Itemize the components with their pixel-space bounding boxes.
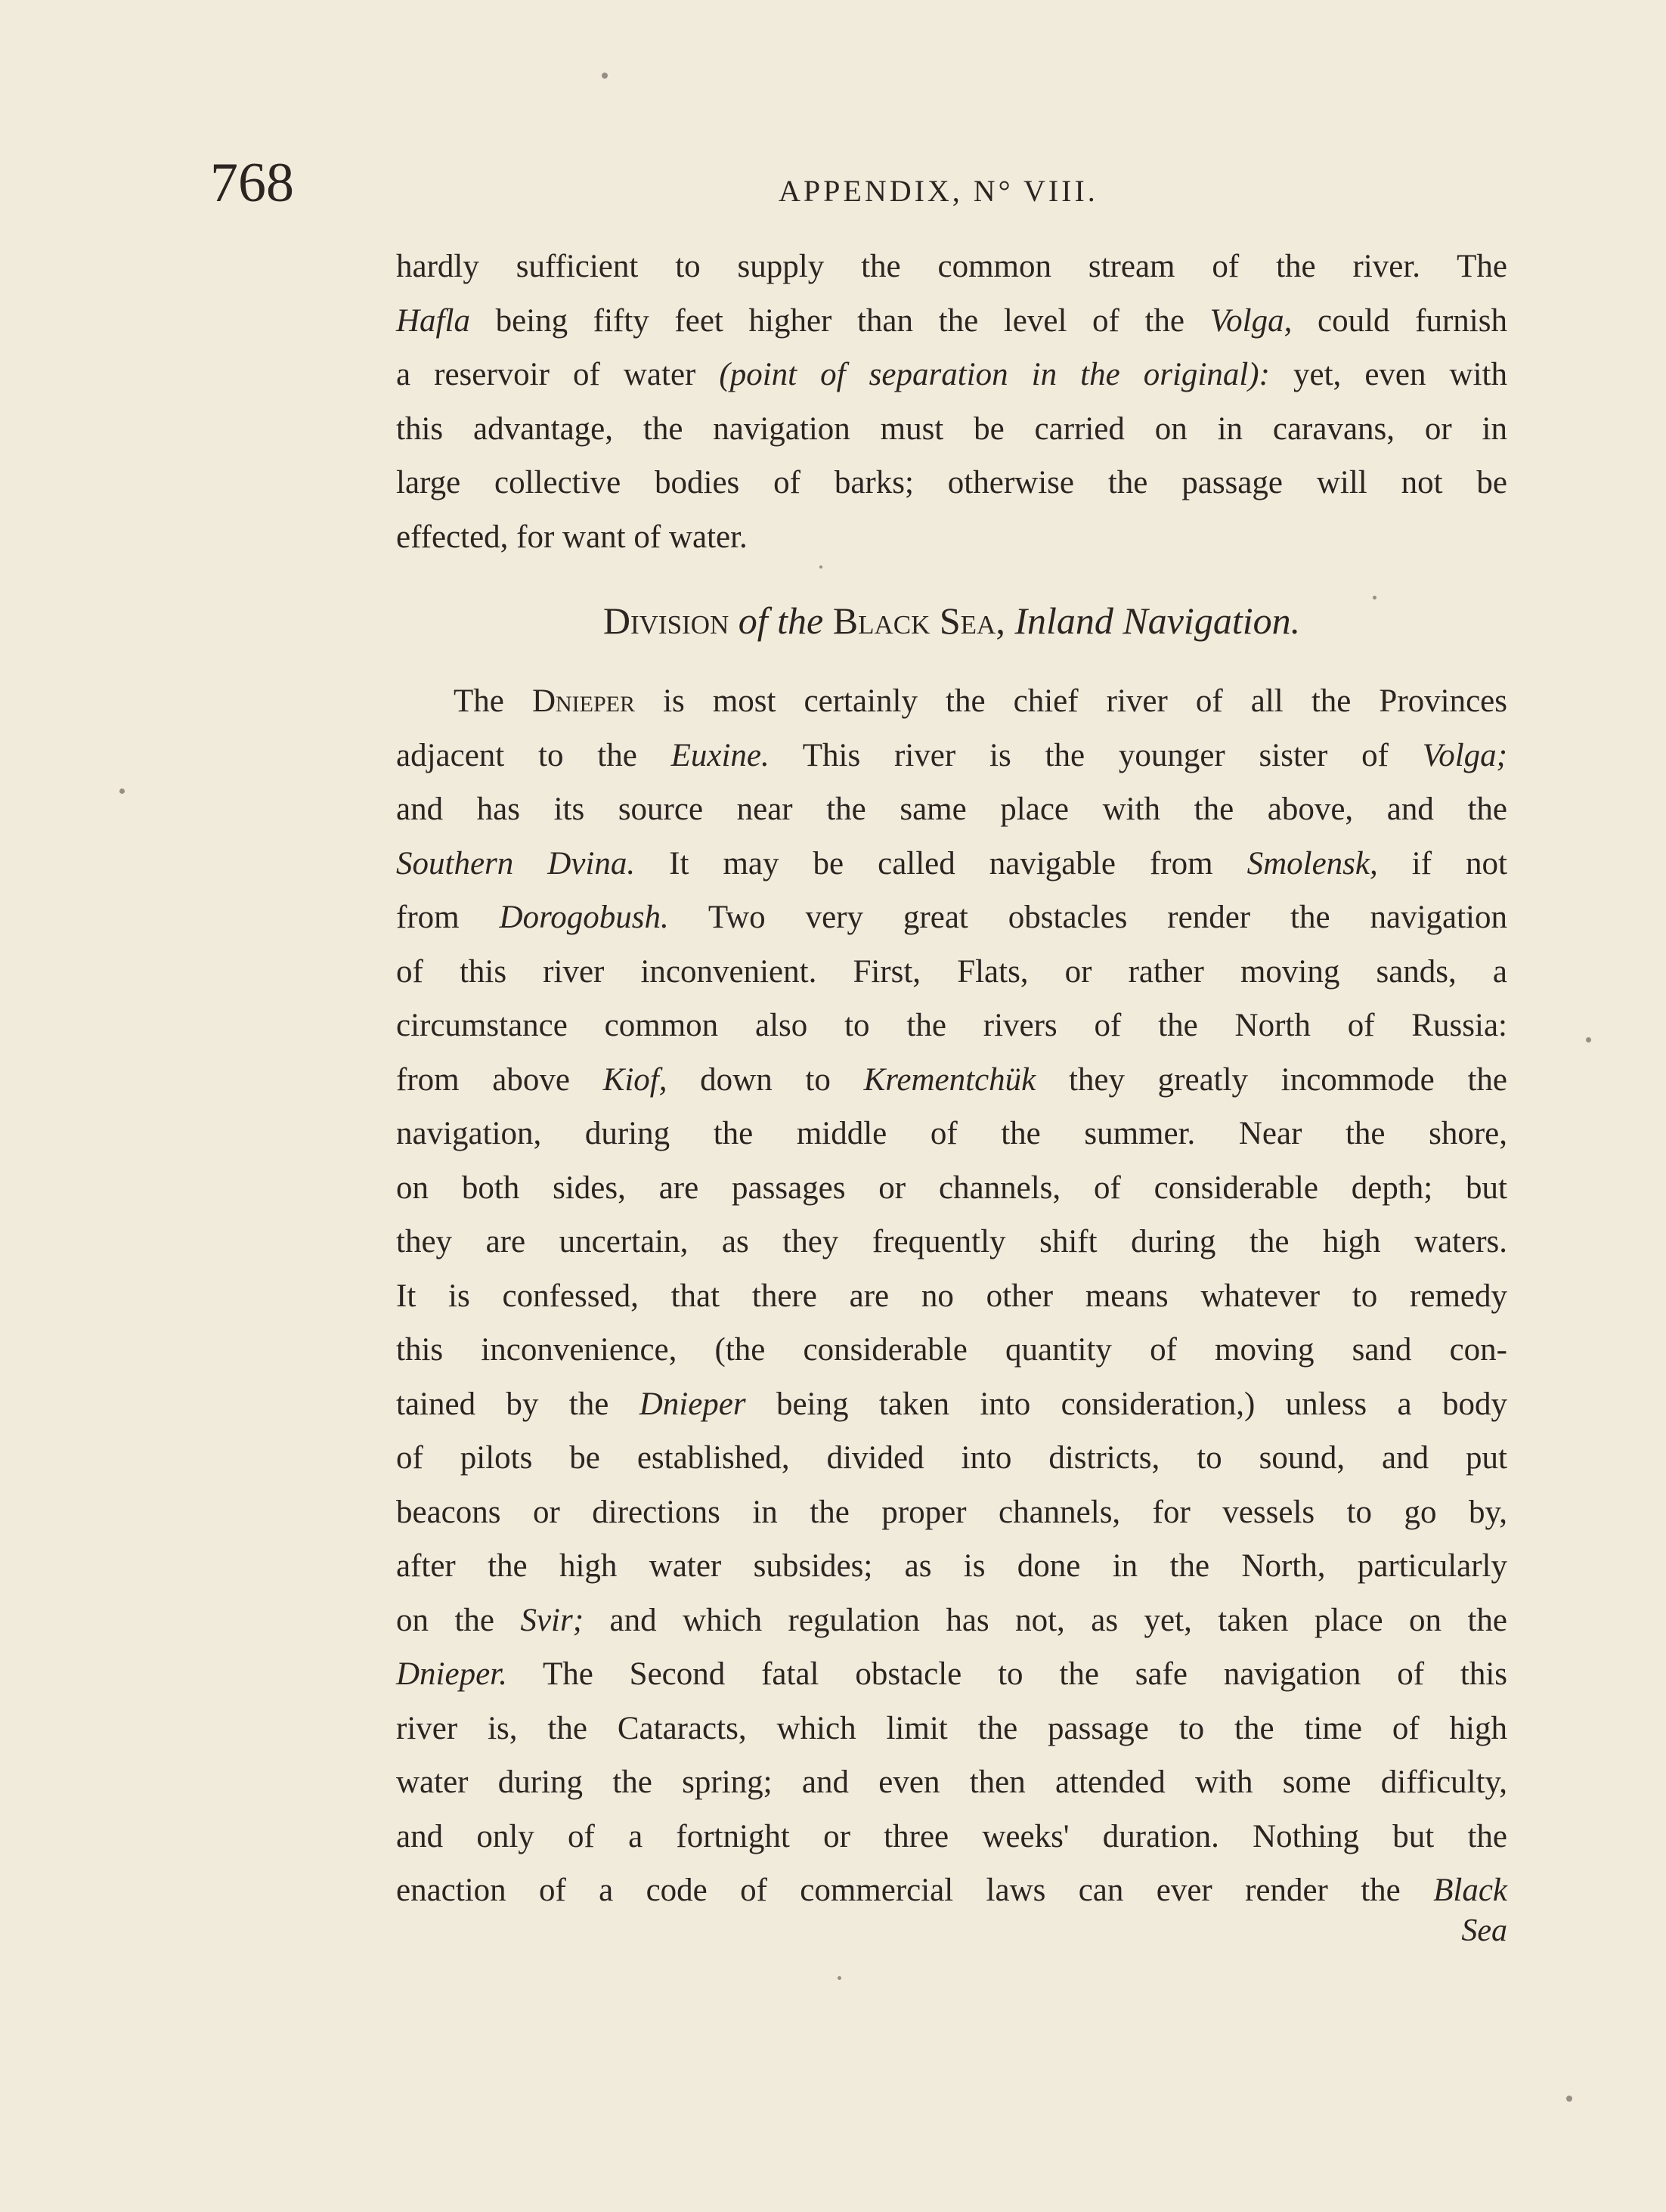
- text-line: [396, 348, 1507, 402]
- place-name: Dorogobush.: [499, 900, 669, 935]
- place-name: Smolensk,: [1246, 845, 1378, 881]
- text-line: It is confessed, that there are no other means whatever to remedy: [396, 1278, 1507, 1314]
- text-run: adjacent to the: [396, 737, 671, 773]
- place-name: Hafla: [396, 302, 470, 339]
- place-name: Volga;: [1422, 737, 1507, 773]
- text-line: hardly sufficient to supply the common stream of the river. The: [396, 249, 1507, 284]
- text-line: [396, 729, 1507, 783]
- page-number: 768: [210, 152, 294, 214]
- place-name: Euxine.: [670, 737, 770, 773]
- place-name: Krementchük: [863, 1061, 1036, 1098]
- text-run: Two very great obstacles render the navigation: [668, 900, 1507, 935]
- italic-note: (point of separation in the original):: [719, 357, 1270, 392]
- paragraph-2: [396, 674, 1507, 1918]
- text-line: [396, 891, 1507, 945]
- place-name: Volga,: [1209, 302, 1293, 339]
- text-run: It may be called navigable from: [635, 845, 1247, 881]
- text-line: [396, 294, 1507, 349]
- text-run: enaction of a code of commercial laws can ever render the: [396, 1873, 1434, 1908]
- text-run: The Second fatal obstacle to the safe navigation of this: [506, 1656, 1507, 1692]
- heading-sea: Sea,: [939, 599, 1005, 642]
- text-run: being fifty feet higher than the level of the: [469, 302, 1210, 339]
- running-head: APPENDIX, N° VIII.: [779, 174, 1098, 208]
- paper-speck: [1566, 2096, 1572, 2102]
- text-run: The: [454, 683, 532, 719]
- text-line: [396, 1377, 1507, 1432]
- text-line: after the high water subsides; as is done in the North, particularly: [396, 1548, 1507, 1584]
- place-name: Dnieper: [639, 1386, 746, 1422]
- place-name: Dnieper.: [396, 1656, 507, 1692]
- paper-speck: [819, 565, 822, 568]
- catchword: Sea: [1461, 1913, 1507, 1948]
- text-run: down to: [667, 1061, 864, 1098]
- text-line: navigation, during the middle of the summer. Near the shore,: [396, 1116, 1507, 1151]
- river-name: Dnieper: [531, 683, 635, 719]
- place-name: Kiof,: [602, 1061, 667, 1098]
- paper-speck: [602, 73, 608, 79]
- text-line: on both sides, are passages or channels, of considerable depth; but: [396, 1170, 1507, 1206]
- text-line: large collective bodies of barks; otherwise the passage will not be: [396, 465, 1507, 500]
- text-line: circumstance common also to the rivers of the North of Russia:: [396, 1008, 1507, 1043]
- heading-inland: Inland Navigation.: [1014, 599, 1301, 642]
- paper-speck: [1586, 1037, 1591, 1042]
- text-line: they are uncertain, as they frequently shift during the high waters.: [396, 1224, 1507, 1259]
- text-run: on the: [396, 1602, 521, 1638]
- text-line: and only of a fortnight or three weeks' duration. Nothing but the: [396, 1818, 1507, 1854]
- section-heading: [396, 599, 1507, 642]
- text-run: yet, even with: [1269, 357, 1507, 392]
- text-run: from above: [396, 1061, 603, 1098]
- text-line: [396, 837, 1507, 891]
- text-line: of pilots be established, divided into districts, to sound, and put: [396, 1440, 1507, 1476]
- text-run: being taken into consideration,) unless a body: [745, 1386, 1507, 1422]
- text-line: [396, 674, 1507, 729]
- paper-speck: [838, 1976, 841, 1980]
- heading-of-the: of the: [738, 599, 824, 642]
- text-line: [396, 1863, 1507, 1918]
- text-run: they greatly incommode the: [1036, 1061, 1507, 1098]
- place-name: Southern Dvina.: [396, 845, 636, 881]
- text-run: from: [396, 900, 500, 935]
- paper-speck: [119, 788, 125, 794]
- text-line: water during the spring; and even then attended with some difficulty,: [396, 1764, 1507, 1800]
- heading-division: Division: [602, 599, 729, 642]
- paragraph-1: [396, 240, 1507, 564]
- place-name: Svir;: [520, 1602, 584, 1638]
- text-line: [396, 1053, 1507, 1108]
- text-run: tained by the: [396, 1386, 639, 1422]
- heading-black: Black: [832, 599, 931, 642]
- text-line: [396, 1594, 1507, 1648]
- text-run: a reservoir of water: [396, 357, 720, 392]
- text-line: this advantage, the navigation must be carried on in caravans, or in: [396, 410, 1507, 447]
- text-run: This river is the younger sister of: [769, 737, 1423, 773]
- text-line: and has its source near the same place with the above, and the: [396, 792, 1507, 827]
- text-line: beacons or directions in the proper channels, for vessels to go by,: [396, 1494, 1507, 1530]
- place-name: Black: [1433, 1873, 1507, 1908]
- text-line: [396, 1647, 1507, 1702]
- text-run: could furnish: [1292, 302, 1507, 339]
- paper-speck: [1373, 596, 1376, 599]
- text-line: river is, the Cataracts, which limit the passage to the time of high: [396, 1710, 1507, 1746]
- text-line: of this river inconvenient. First, Flats, or rather moving sands, a: [396, 953, 1507, 990]
- text-line: effected, for want of water.: [396, 519, 748, 555]
- text-run: is most certainly the chief river of all the Provinces: [635, 683, 1508, 719]
- text-run: if not: [1377, 845, 1507, 881]
- text-run: and which regulation has not, as yet, taken place on the: [584, 1602, 1507, 1638]
- text-line: this inconvenience, (the considerable quantity of moving sand con-: [396, 1332, 1507, 1368]
